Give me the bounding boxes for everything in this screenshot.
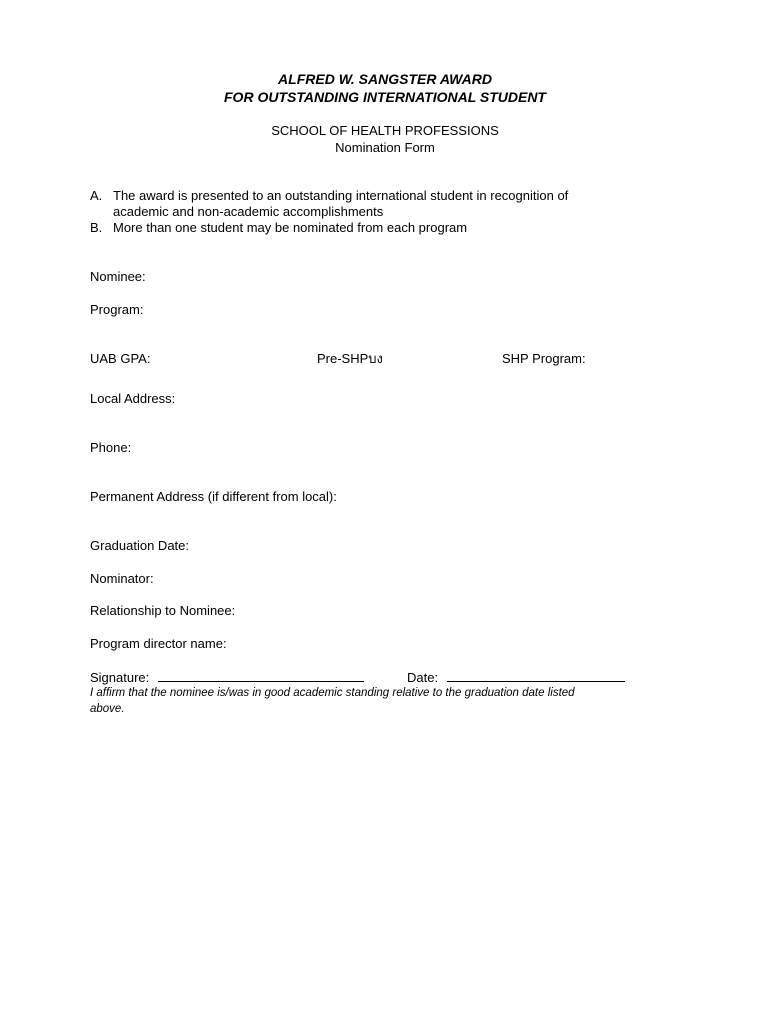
school-name: SCHOOL OF HEALTH PROFESSIONS — [271, 123, 499, 138]
criteria-marker: A. — [90, 188, 103, 203]
criteria-text: More than one student may be nominated from each program — [113, 220, 468, 235]
affirmation-text: I affirm that the nominee is/was in good academic standing relative to the graduation date listed above. — [90, 687, 575, 715]
signature-row — [90, 669, 364, 686]
date-row — [407, 669, 625, 686]
award-title-line2: FOR OUTSTANDING INTERNATIONAL STUDENT — [224, 89, 546, 105]
form-name: Nomination Form — [335, 140, 435, 155]
criteria-item-b — [90, 220, 610, 236]
phone-label: Phone: — [90, 440, 132, 455]
nominee-label: Nominee: — [90, 269, 146, 284]
award-title-line1: ALFRED W. SANGSTER AWARD — [278, 71, 492, 87]
criteria-text: The award is presented to an outstanding international student in recognition of academic and non-academic accomplishments — [113, 188, 569, 219]
uab-gpa-label: UAB GPA: — [90, 351, 151, 366]
date-label: Date: — [407, 670, 439, 685]
signature-line[interactable] — [158, 669, 364, 682]
permanent-address-label: Permanent Address (if different from local): — [90, 489, 337, 504]
program-director-label: Program director name: — [90, 636, 227, 651]
nominator-label: Nominator: — [90, 571, 154, 586]
graduation-date-label: Graduation Date: — [90, 538, 190, 553]
relationship-label: Relationship to Nominee: — [90, 603, 236, 618]
pre-shp-label: Pre-SHPบง — [317, 351, 383, 366]
program-label: Program: — [90, 302, 144, 317]
local-address-label: Local Address: — [90, 391, 176, 406]
criteria-marker: B. — [90, 220, 103, 235]
signature-label: Signature: — [90, 670, 150, 685]
shp-program-label: SHP Program: — [502, 351, 586, 366]
criteria-item-a — [90, 188, 610, 220]
date-line[interactable] — [447, 669, 625, 682]
